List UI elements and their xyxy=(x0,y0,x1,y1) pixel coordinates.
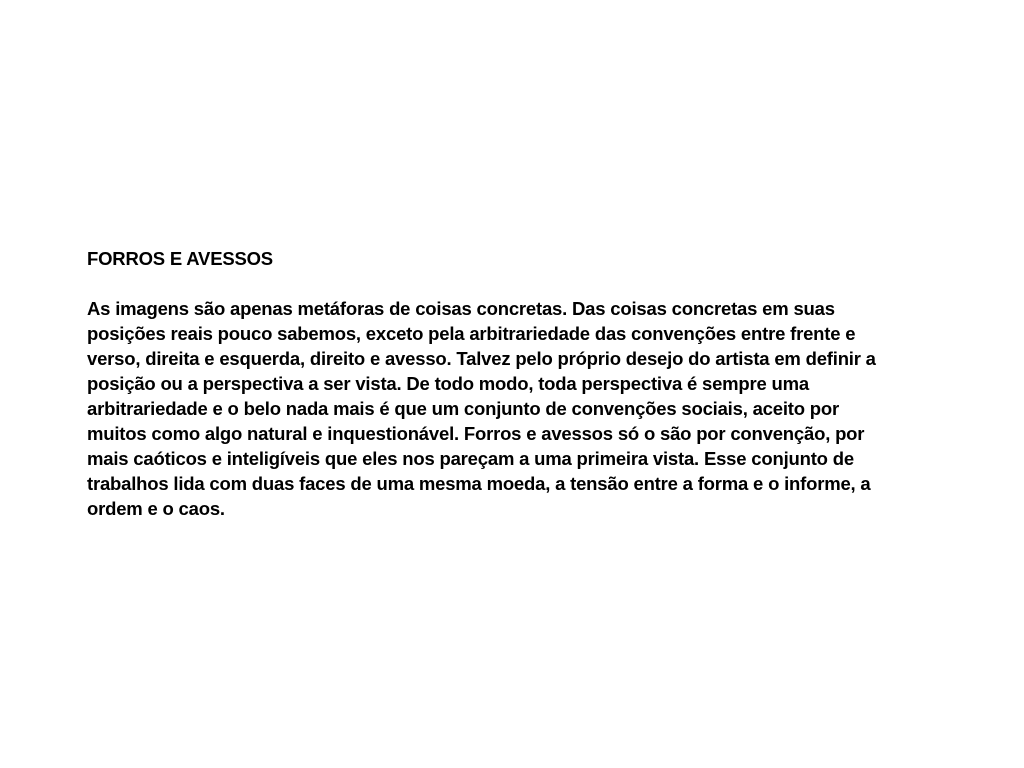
document-title: FORROS E AVESSOS xyxy=(87,248,273,269)
body-paragraph xyxy=(87,296,977,521)
paragraph-line: posições reais pouco sabemos, exceto pela arbitrariedade das convenções entre frente e xyxy=(87,323,856,344)
paragraph-line: trabalhos lida com duas faces de uma mesma moeda, a tensão entre a forma e o informe, a xyxy=(87,473,871,494)
paragraph-line: muitos como algo natural e inquestionável. Forros e avessos só o são por convenção, por xyxy=(87,423,865,444)
paragraph-line: verso, direita e esquerda, direito e avesso. Talvez pelo próprio desejo do artista em definir a xyxy=(87,348,876,369)
paragraph-line: As imagens são apenas metáforas de coisas concretas. Das coisas concretas em suas xyxy=(87,298,835,319)
text-block xyxy=(87,246,977,521)
paragraph-line: mais caóticos e inteligíveis que eles nos pareçam a uma primeira vista. Esse conjunto de xyxy=(87,448,854,469)
paragraph-line: arbitrariedade e o belo nada mais é que um conjunto de convenções sociais, aceito por xyxy=(87,398,839,419)
paragraph-line: posição ou a perspectiva a ser vista. De todo modo, toda perspectiva é sempre uma xyxy=(87,373,809,394)
paragraph-spacer xyxy=(87,271,977,296)
paragraph-line: ordem e o caos. xyxy=(87,498,225,519)
